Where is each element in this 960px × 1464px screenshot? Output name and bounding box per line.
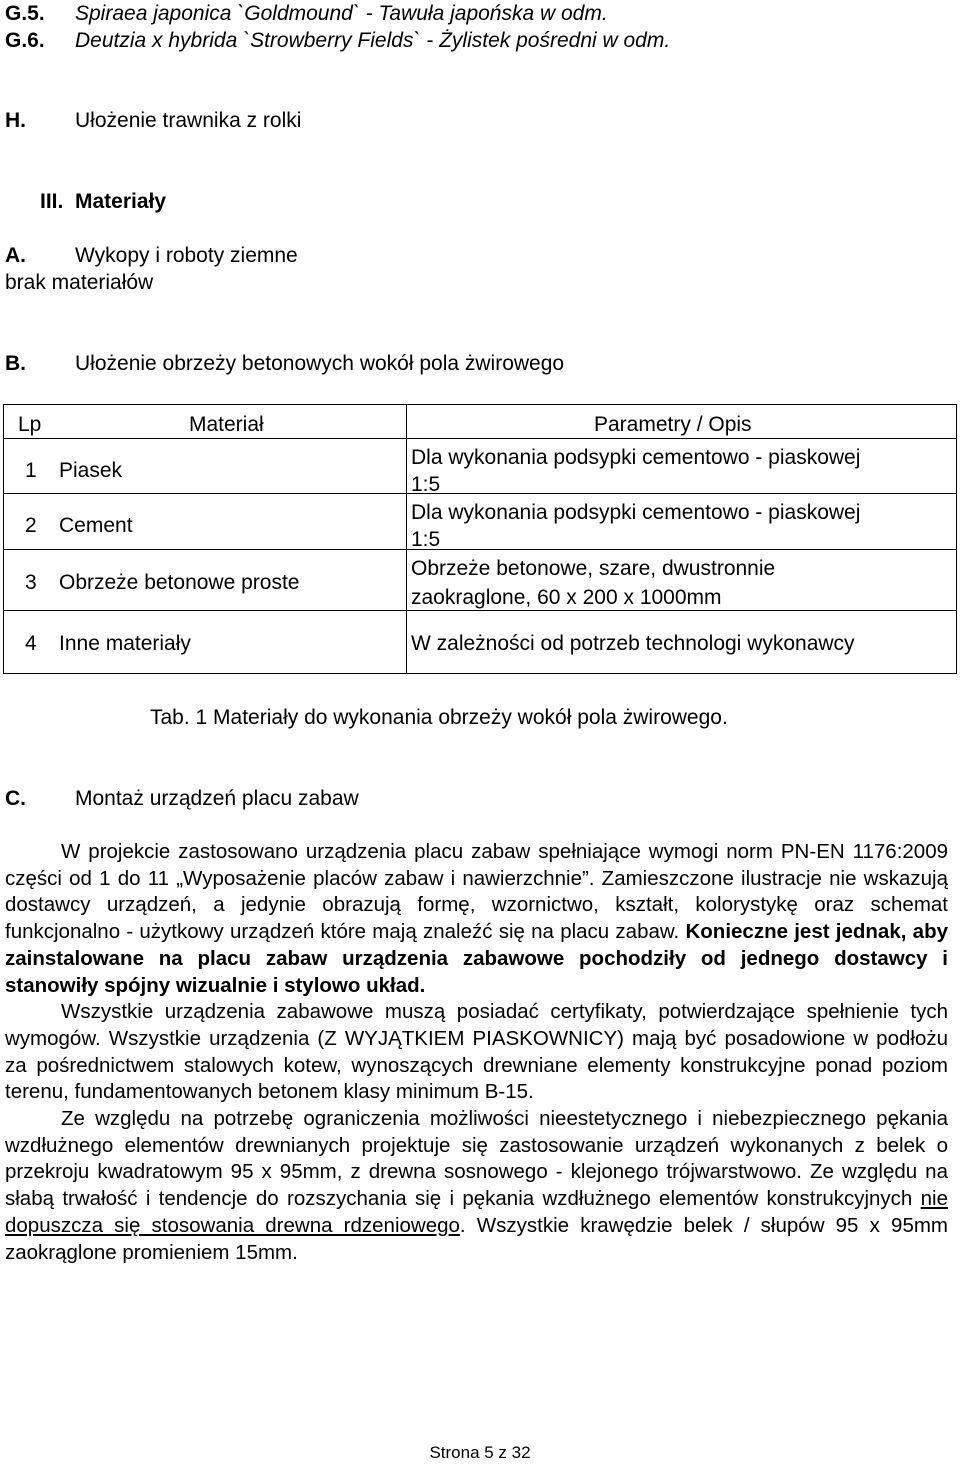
- table-caption: Tab. 1 Materiały do wykonania obrzeży wokół pola żwirowego.: [150, 706, 728, 729]
- item-heading-h: Ułożenie trawnika z rolki: [75, 109, 302, 132]
- paragraph: [5, 839, 948, 999]
- section-number-iii: III.: [40, 190, 64, 213]
- item-number-g6: G.6.: [5, 29, 45, 52]
- table-header-lp: Lp: [18, 413, 42, 436]
- table-divider: [4, 493, 956, 494]
- table-cell-material: Obrzeże betonowe proste: [59, 571, 300, 594]
- table-cell-opis: 1:5: [411, 473, 441, 496]
- paragraph: Wszystkie urządzenia zabawowe muszą posiadać certyfikaty, potwierdzające spełnienie tych wymogów. Wszystkie urządzenia (Z WYJĄTKIEM PIASKOWNICY) mają być posadowione w podłożu za pośrednictwem stalowych kotew, wynoszących drewniane elementy konstrukcyjne ponad poziom terenu, fundamentowanych betonem klasy minimum B-15.: [5, 1000, 948, 1104]
- table-cell-lp: 3: [25, 571, 37, 594]
- materials-table: [3, 404, 957, 674]
- table-cell-material: Cement: [59, 514, 133, 537]
- section-heading-materialy: Materiały: [75, 190, 167, 213]
- item-number-g5: G.5.: [5, 2, 45, 25]
- table-cell-material: Piasek: [59, 459, 123, 482]
- table-cell-lp: 2: [25, 514, 37, 537]
- table-divider: [406, 405, 407, 673]
- table-divider: [4, 549, 956, 550]
- table-divider: [4, 438, 956, 439]
- table-cell-lp: 1: [25, 459, 37, 482]
- table-cell-opis: 1:5: [411, 528, 441, 551]
- paragraph-text: W projekcie zastosowano urządzenia placu zabaw spełniające wymogi norm PN-EN 1176:2009 części od 1 do 11 „Wyposażenie placów zabaw i nawierzchnie”. Zamieszczone ilustracje nie wskazują dostawcy urządzeń, a jedynie obrazują formę, wzornictwo, kształt, kolorystykę oraz schemat funkcjonalno - użytkowy urządzeń które mają znaleźć się na placu zabaw.: [5, 840, 948, 944]
- table-cell-opis: Dla wykonania podsypki cementowo - piaskowej: [411, 501, 861, 524]
- table-cell-material: Inne materiały: [59, 632, 191, 655]
- paragraph-text: . Wszystkie krawędzie belek / słupów 95 x 95mm zaokrąglone promieniem 15mm.: [5, 1213, 948, 1264]
- item-heading-b: Ułożenie obrzeży betonowych wokół pola żwirowego: [75, 352, 565, 375]
- paragraph: [5, 1106, 948, 1266]
- paragraph-text: Ze względu na potrzebę ograniczenia możliwości nieestetycznego i niebezpiecznego pękania wzdłużnego elementów drewnianych projektuje się zastosowanie urządzeń wykonanych z belek o przekroju kwadratowym 95 x 95mm, z drewna sosnowego - klejonego trójwarstwowo. Ze względu na słabą trwałość i tendencje do rozszychania się i pękania wzdłużnego elementów konstrukcyjnych: [5, 1107, 948, 1211]
- item-heading-c: Montaż urządzeń placu zabaw: [75, 787, 359, 810]
- page-number-footer: Strona 5 z 32: [429, 1443, 531, 1462]
- item-note-a: brak materiałów: [5, 271, 154, 294]
- plant-item-g6: Deutzia x hybrida `Strowberry Fields` - Żylistek pośredni w odm.: [75, 29, 671, 52]
- table-cell-lp: 4: [25, 632, 37, 655]
- table-header-material: Materiał: [189, 413, 264, 436]
- table-divider: [4, 610, 956, 611]
- table-cell-opis: Obrzeże betonowe, szare, dwustronnie: [411, 557, 776, 580]
- body-text: [5, 839, 948, 1266]
- paragraph-emphasis: Konieczne jest jednak, aby zainstalowane na placu zabaw urządzenia zabawowe pochodziły od jednego dostawcy i stanowiły spójny wizualnie i stylowo układ.: [5, 920, 948, 997]
- item-heading-a: Wykopy i roboty ziemne: [75, 244, 298, 267]
- paragraph-underlined: nie dopuszcza się stosowania drewna rdzeniowego: [5, 1187, 948, 1237]
- item-number-a: A.: [5, 244, 26, 267]
- table-cell-opis: Dla wykonania podsypki cementowo - piaskowej: [411, 446, 861, 469]
- table-cell-opis: zaokraglone, 60 x 200 x 1000mm: [411, 586, 722, 609]
- item-number-c: C.: [5, 787, 26, 810]
- item-number-b: B.: [5, 352, 26, 375]
- table-cell-opis: W zależności od potrzeb technologi wykonawcy: [411, 632, 855, 655]
- item-number-h: H.: [5, 109, 26, 132]
- plant-item-g5: Spiraea japonica `Goldmound` - Tawuła japońska w odm.: [75, 2, 608, 25]
- table-header-opis: Parametry / Opis: [594, 413, 752, 436]
